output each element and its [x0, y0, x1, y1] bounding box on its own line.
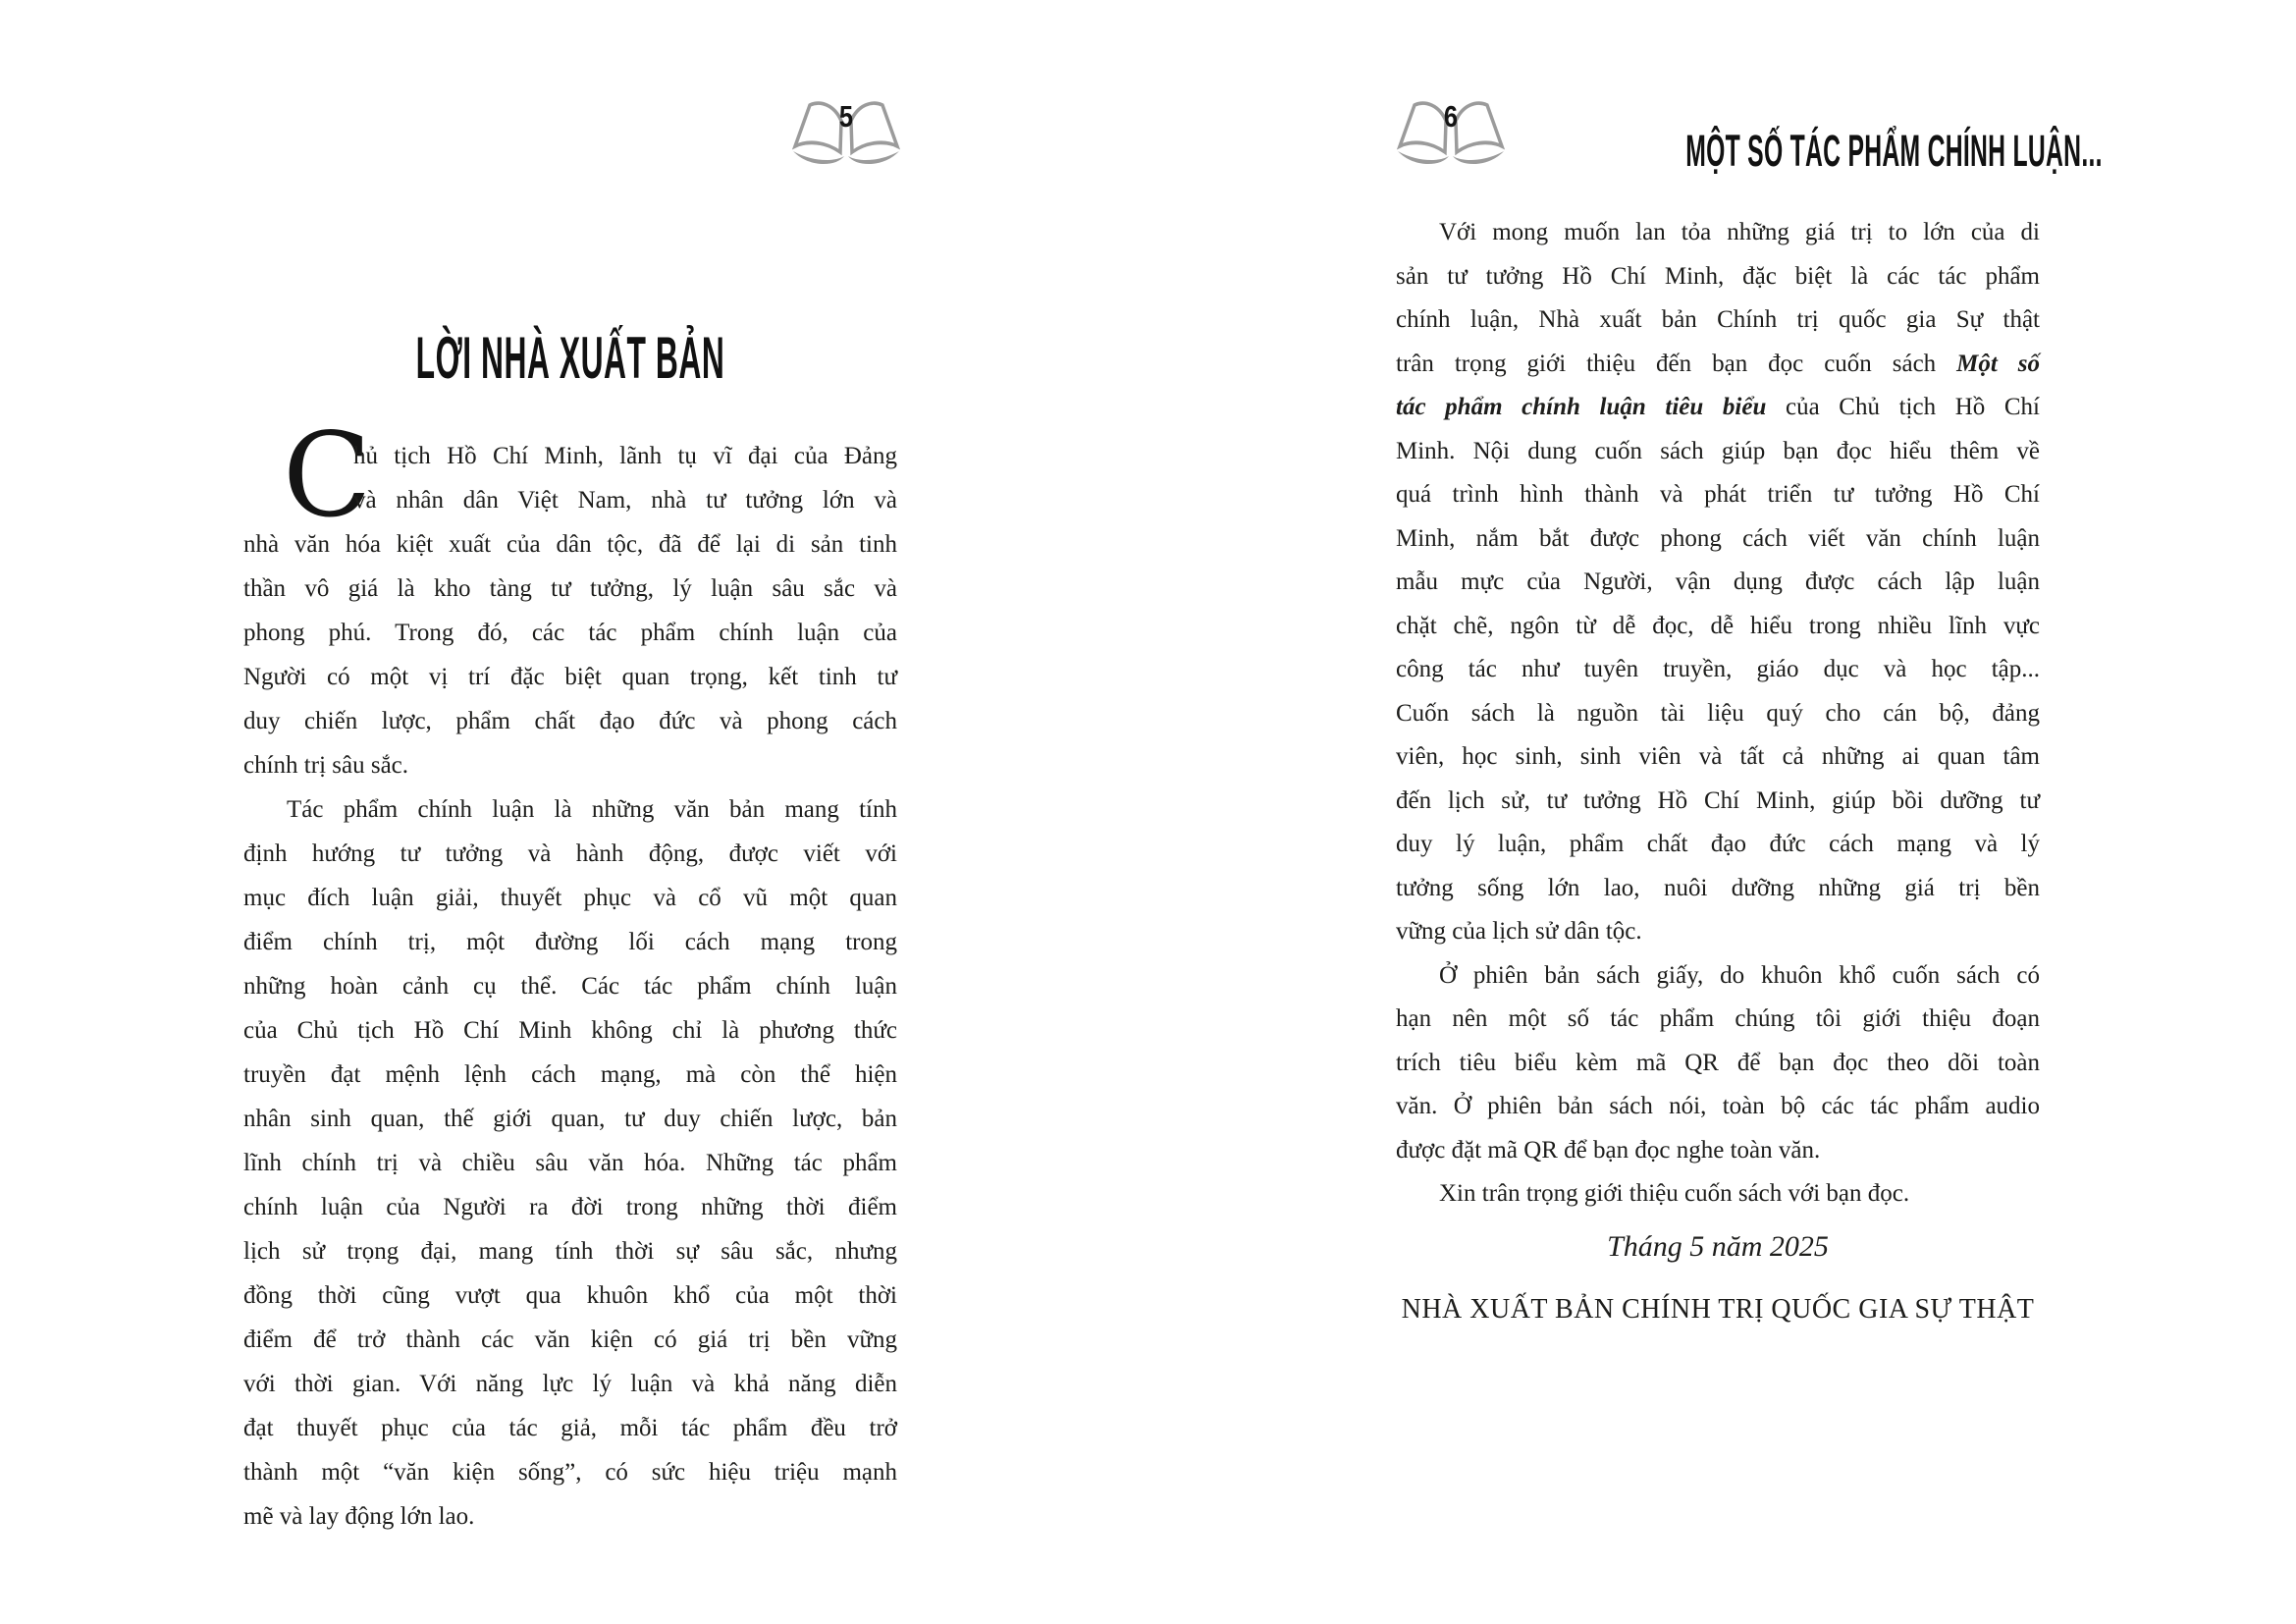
paragraph: [1396, 1172, 2040, 1217]
text-line: đến lịch sử, tư tưởng Hồ Chí Minh, giúp bồi dưỡng tư: [1396, 786, 2040, 814]
text-line: chính luận của Người ra đời trong những thời điểm: [243, 1194, 897, 1220]
text-line: định hướng tư tưởng và hành động, được viết với: [243, 840, 897, 867]
text-line: [1396, 386, 2040, 430]
text-line: Minh. Nội dung cuốn sách giúp bạn đọc hiểu thêm về: [1396, 437, 2040, 464]
text-run: trân trọng giới thiệu đến bạn đọc cuốn sách: [1396, 350, 1957, 377]
text-line: điểm chính trị, một đường lối cách mạng trong: [243, 929, 897, 955]
text-line: Xin trân trọng giới thiệu cuốn sách với bạn đọc.: [1439, 1180, 1910, 1207]
text-line: viên, học sinh, sinh viên và tất cả những ai quan tâm: [1396, 743, 2040, 770]
right-page-body: [1396, 211, 2040, 1217]
text-line: điểm để trở thành các văn kiện có giá trị bền vững: [243, 1326, 897, 1353]
text-line: đồng thời cũng vượt qua khuôn khổ của một thời: [243, 1282, 897, 1309]
date-line: Tháng 5 năm 2025: [1607, 1230, 1829, 1263]
text-line: truyền đạt mệnh lệnh cách mạng, mà còn thể hiện: [243, 1061, 897, 1088]
book-title-emphasis: tác phẩm chính luận tiêu biểu: [1396, 394, 1767, 420]
book-title-emphasis: Một số: [1956, 350, 2040, 377]
running-head: MỘT SỐ TÁC PHẨM CHÍNH LUẬN...: [1685, 126, 2103, 176]
text-line: hạn nên một số tác phẩm chúng tôi giới thiệu đoạn: [1396, 1005, 2040, 1032]
text-line: Người có một vị trí đặc biệt quan trọng, kết tinh tư: [243, 664, 897, 690]
text-line: sản tư tưởng Hồ Chí Minh, đặc biệt là các tác phẩm: [1396, 262, 2040, 290]
text-line: Với mong muốn lan tỏa những giá trị to lớn của di: [1439, 219, 2040, 245]
drop-cap: C: [283, 407, 372, 543]
publisher-signature: NHÀ XUẤT BẢN CHÍNH TRỊ QUỐC GIA SỰ THẬT: [1401, 1294, 2035, 1325]
text-line: và nhân dân Việt Nam, nhà tư tưởng lớn và: [353, 487, 897, 514]
page-number: 6: [1443, 99, 1459, 134]
text-line: văn. Ở phiên bản sách nói, toàn bộ các tác phẩm audio: [1396, 1093, 2040, 1119]
text-line: nhân sinh quan, thế giới quan, tư duy chiến lược, bản: [243, 1106, 897, 1132]
text-line: mẫu mực của Người, vận dụng được cách lập luận: [1396, 568, 2040, 595]
page-title: LỜI NHÀ XUẤT BẢN: [415, 325, 725, 391]
paragraph: [1396, 211, 2040, 954]
text-line: Tác phẩm chính luận là những văn bản mang tính: [287, 796, 897, 823]
text-line: đạt thuyết phục của tác giả, mỗi tác phẩm đều trở: [243, 1415, 897, 1441]
text-line: tưởng sống lớn lao, nuôi dưỡng những giá trị bền: [1396, 874, 2040, 901]
paragraph: [243, 787, 897, 1539]
paragraph: [1396, 954, 2040, 1173]
text-line: vững của lịch sử dân tộc.: [1396, 918, 1642, 945]
page-number: 5: [838, 99, 854, 134]
text-line: lĩnh chính trị và chiều sâu văn hóa. Những tác phẩm: [243, 1150, 897, 1176]
text-line: của Chủ tịch Hồ Chí Minh không chỉ là phương thức: [243, 1017, 897, 1044]
text-run: của Chủ tịch Hồ Chí: [1766, 394, 2040, 420]
text-line: [1396, 343, 2040, 387]
text-line: Cuốn sách là nguồn tài liệu quý cho cán bộ, đảng: [1396, 699, 2040, 727]
text-line: Ở phiên bản sách giấy, do khuôn khổ cuốn sách có: [1439, 961, 2040, 989]
text-line: mẽ và lay động lớn lao.: [243, 1503, 475, 1530]
text-line: nhà văn hóa kiệt xuất của dân tộc, đã để lại di sản tinh: [243, 531, 897, 558]
text-line: phong phú. Trong đó, các tác phẩm chính luận của: [243, 620, 897, 646]
text-line: quá trình hình thành và phát triển tư tưởng Hồ Chí: [1396, 481, 2040, 508]
text-line: công tác như tuyên truyền, giáo dục và học tập...: [1396, 656, 2040, 682]
text-line: chặt chẽ, ngôn từ dễ đọc, dễ hiểu trong nhiều lĩnh vực: [1396, 612, 2040, 639]
left-page-ornament: [785, 94, 907, 171]
text-line: hủ tịch Hồ Chí Minh, lãnh tụ vĩ đại của Đảng: [353, 443, 897, 469]
paragraph: [243, 434, 897, 787]
text-line: trích tiêu biểu kèm mã QR để bạn đọc theo dõi toàn: [1396, 1049, 2040, 1076]
text-line: chính trị sâu sắc.: [243, 752, 409, 779]
text-line: lịch sử trọng đại, mang tính thời sự sâu sắc, nhưng: [243, 1238, 897, 1265]
text-line: chính luận, Nhà xuất bản Chính trị quốc gia Sự thật: [1396, 306, 2040, 333]
text-line: những hoàn cảnh cụ thể. Các tác phẩm chính luận: [243, 973, 897, 1000]
left-page-body: [243, 434, 897, 1539]
text-line: với thời gian. Với năng lực lý luận và khả năng diễn: [243, 1371, 897, 1397]
text-line: duy lý luận, phẩm chất đạo đức cách mạng và lý: [1396, 831, 2040, 857]
text-line: duy chiến lược, phẩm chất đạo đức và phong cách: [243, 708, 897, 734]
right-page-ornament: [1390, 94, 1512, 171]
text-line: thần vô giá là kho tàng tư tưởng, lý luận sâu sắc và: [243, 575, 897, 602]
text-line: mục đích luận giải, thuyết phục và cổ vũ một quan: [243, 885, 897, 911]
text-line: Minh, nắm bắt được phong cách viết văn chính luận: [1396, 524, 2040, 552]
text-line: được đặt mã QR để bạn đọc nghe toàn văn.: [1396, 1136, 1821, 1164]
text-line: thành một “văn kiện sống”, có sức hiệu triệu mạnh: [243, 1459, 897, 1486]
